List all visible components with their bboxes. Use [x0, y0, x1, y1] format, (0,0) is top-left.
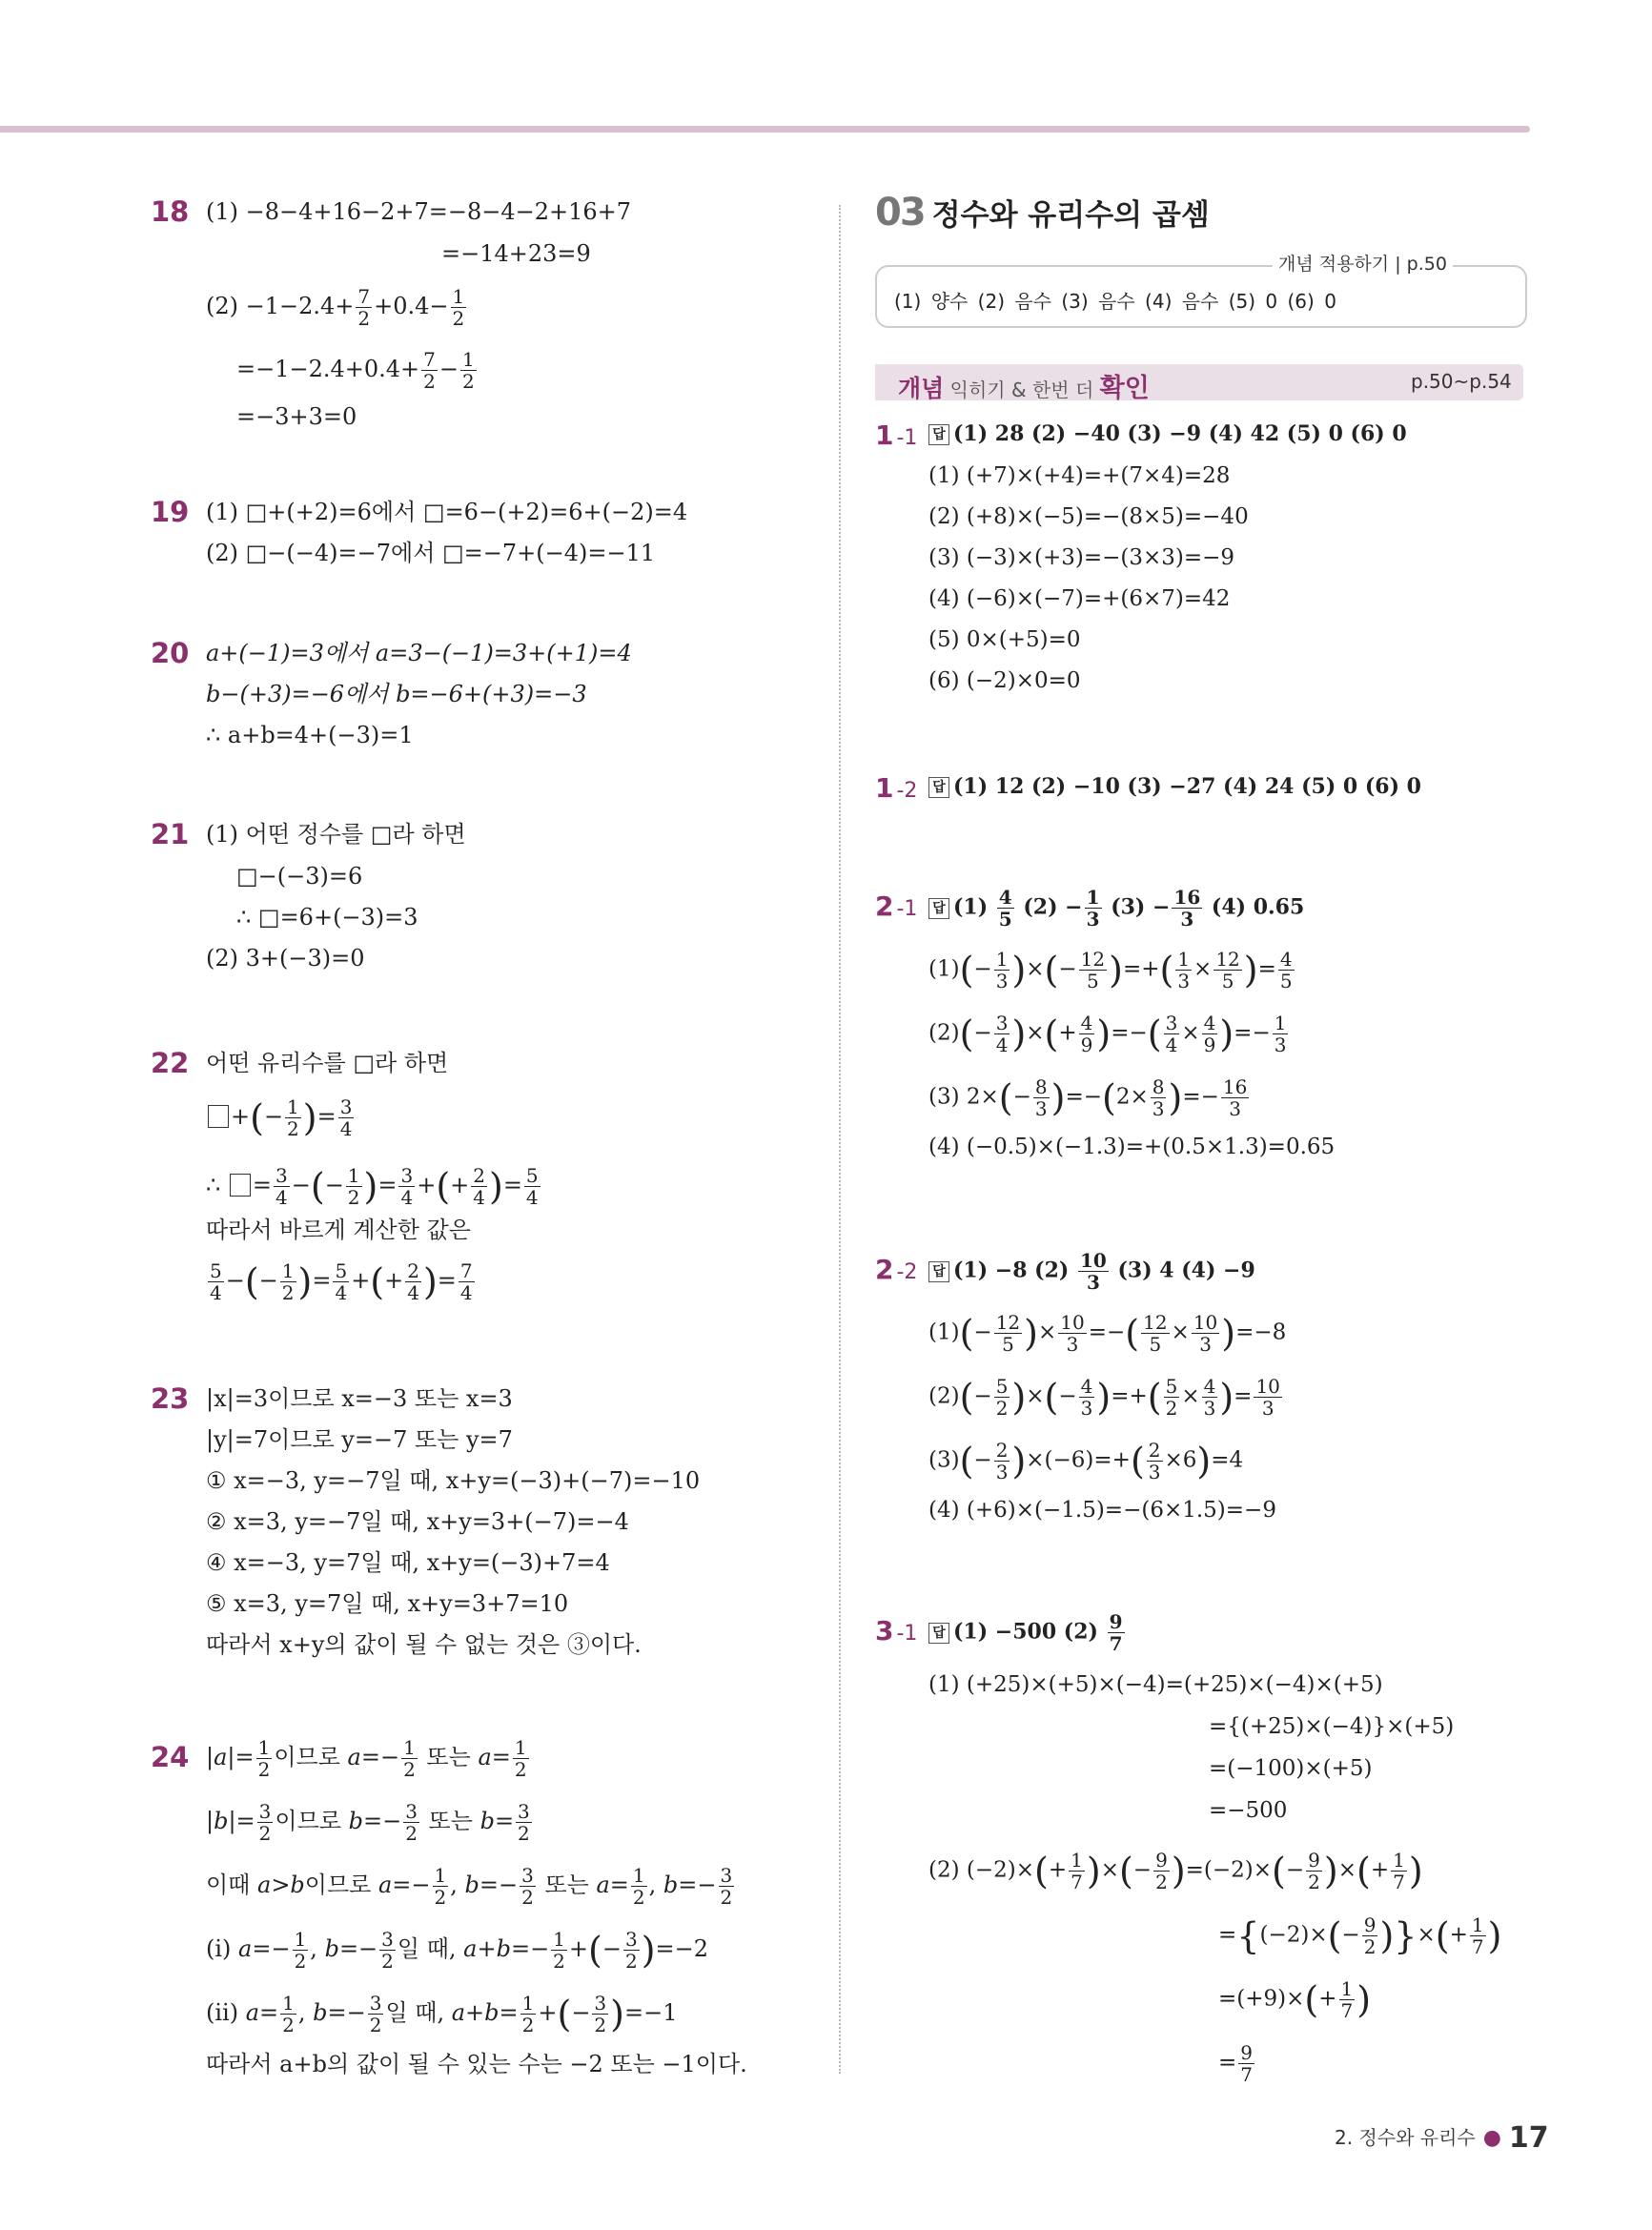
page-footer: [1335, 2121, 1549, 2155]
solution-line: (3) (−3)×(+3)=−(3×3)=−9: [928, 545, 1235, 570]
band-label-c: 확인: [1099, 374, 1150, 403]
solution-line: (1) □+(+2)=6에서 □=6−(+2)=6+(−2)=4: [206, 499, 688, 525]
concept-apply-page: p.50: [1406, 254, 1447, 275]
solution-line: (4) (−0.5)×(−1.3)=+(0.5×1.3)=0.65: [928, 1135, 1336, 1159]
page-number: 17: [1508, 2121, 1549, 2155]
solution-line: ={(+25)×(−4)}×(+5): [1209, 1714, 1455, 1739]
solution-line: 따라서 a+b의 값이 될 수 있는 수는 −2 또는 −1이다.: [206, 2051, 747, 2077]
equation-line: ∴ = $\frac{3}{4}$ −(− $\frac{1}{2}$ )= $\frac{3}{4}$ +(+ $\frac{2}{4}$ )= $\frac{5}{4}$: [206, 1164, 539, 1209]
solution-line: 어떤 유리수를 □라 하면: [206, 1050, 449, 1076]
solution-line: 따라서 x+y의 값이 될 수 없는 것은 ③이다.: [206, 1631, 642, 1658]
concept-apply-label: 개념 적용하기 | p.50: [1273, 250, 1453, 276]
bullet-icon: ●: [1482, 2126, 1501, 2150]
section-heading: 정수와 유리수의 곱셈: [931, 198, 1210, 233]
problem-number: 23: [151, 1382, 190, 1415]
equation-line: $\frac{5}{4}$ −(− $\frac{1}{2}$ )= $\frac{5}{4}$ +(+ $\frac{2}{4}$ )= $\frac{7}{4}$: [210, 1259, 473, 1304]
problem-number-2-2: 2 -2: [875, 1254, 918, 1285]
equation-line: |a|= $\frac{1}{2}$ 이므로 a=− $\frac{1}{2}$ 또는 a= $\frac{1}{2}$: [206, 1736, 527, 1781]
concept-apply-title: 개념 적용하기: [1278, 254, 1390, 275]
band-label: [898, 367, 1150, 404]
band-label-b: 익히기 & 한번 더: [949, 378, 1094, 401]
solution-line: =(−100)×(+5): [1209, 1756, 1373, 1781]
answer-line: 답 (1) 12 (2) −10 (3) −27 (4) 24 (5) 0 (6) 0: [928, 770, 1421, 803]
solution-line: =−14+23=9: [441, 240, 591, 267]
fraction: $\frac{7}{2}$: [423, 348, 436, 393]
solution-line: (2) 3+(−3)=0: [206, 945, 365, 972]
problem-number: 18: [151, 195, 190, 228]
solution-line: □−(−3)=6: [236, 863, 363, 890]
answer-line: 답 (1) 28 (2) −40 (3) −9 (4) 42 (5) 0 (6) 0: [928, 418, 1407, 450]
solution-line: ② x=3, y=−7일 때, x+y=3+(−7)=−4: [206, 1508, 629, 1535]
solution-line: a+(−1)=3에서 a=3−(−1)=3+(+1)=4: [206, 640, 632, 666]
solution-line: (4) (−6)×(−7)=+(6×7)=42: [928, 586, 1231, 611]
text-fragment: (2) −1−2.4+: [206, 293, 355, 319]
fraction: $\frac{7}{2}$: [357, 285, 371, 330]
solution-line: (4) (+6)×(−1.5)=−(6×1.5)=−9: [928, 1498, 1276, 1523]
section-number: 03: [875, 191, 925, 235]
equation-line: (2) (−2)×(+ $\frac{1}{7}$ )×(− $\frac{9}{2}$ )=(−2)×(− $\frac{9}{2}$ )×(+ $\frac{1}{7}$ ): [928, 1849, 1423, 1893]
solution-line: [206, 286, 468, 329]
column-divider: [839, 205, 841, 2074]
text-fragment: −: [438, 356, 459, 382]
solution-line: |x|=3이므로 x=−3 또는 x=3: [206, 1385, 513, 1412]
equation-line: (1)(− $\frac{12}{5}$ )× $\frac{10}{3}$ =−( $\frac{12}{5}$ × $\frac{10}{3}$ )=−8: [928, 1311, 1287, 1356]
band-pages: p.50~p.54: [1411, 370, 1512, 393]
top-decorative-bar: [0, 126, 1530, 133]
equation-line: (ⅰ) a=− $\frac{1}{2}$ , b=− $\frac{3}{2}$ 일 때, a+b=− $\frac{1}{2}$ +(− $\frac{3}{2}$ )=−2: [206, 1928, 709, 1973]
solution-line: 따라서 바르게 계산한 값은: [206, 1217, 471, 1243]
equation-line: (3)(− $\frac{2}{3}$ )×(−6)=+( $\frac{2}{3}$ ×6)=4: [928, 1439, 1244, 1483]
solution-line: |y|=7이므로 y=−7 또는 y=7: [206, 1426, 513, 1453]
problem-number-1-1: 1 -1: [875, 419, 918, 451]
problem-number-3-1: 3 -1: [875, 1615, 918, 1647]
solution-line: ⑤ x=3, y=7일 때, x+y=3+7=10: [206, 1590, 569, 1617]
fraction: $\frac{1}{2}$: [452, 285, 465, 330]
equation-line: (2)(− $\frac{3}{4}$ )×(+ $\frac{4}{9}$ )=−( $\frac{3}{4}$ × $\frac{4}{9}$ )=− $\frac{1}{3}$: [928, 1012, 1287, 1056]
solution-line: (2) □−(−4)=−7에서 □=−7+(−4)=−11: [206, 540, 656, 566]
answer-line: 답 (1) −8 (2) $\frac{10}{3}$ (3) 4 (4) −9: [928, 1250, 1255, 1293]
concept-apply-answers: (1) 양수 (2) 음수 (3) 음수 (4) 음수 (5) 0 (6) 0: [894, 290, 1336, 313]
solution-line: ∴ a+b=4+(−3)=1: [206, 722, 414, 748]
equation-line: ={(−2)×(− $\frac{9}{2}$ )}×(+ $\frac{1}{7}$ ): [1218, 1913, 1502, 1958]
solution-line: (6) (−2)×0=0: [928, 668, 1081, 693]
equation-line: (ⅱ) a= $\frac{1}{2}$ , b=− $\frac{3}{2}$ 일 때, a+b= $\frac{1}{2}$ +(− $\frac{3}{2}$ )=−1: [206, 1992, 678, 2036]
fraction: $\frac{1}{2}$: [462, 348, 475, 393]
equation-line: (1)(− $\frac{1}{3}$ )×(− $\frac{12}{5}$ )=+( $\frac{1}{3}$ × $\frac{12}{5}$ )= $\frac{4}{5}$: [928, 948, 1293, 992]
problem-number-1-2: 1 -2: [875, 772, 918, 804]
equation-line: = $\frac{9}{7}$: [1218, 2041, 1254, 2086]
solution-line: ∴ □=6+(−3)=3: [236, 904, 418, 931]
section-title: [875, 191, 1210, 235]
text-fragment: =−1−2.4+0.4+: [236, 356, 420, 382]
solution-line: =−3+3=0: [236, 403, 357, 430]
problem-number: 22: [151, 1047, 190, 1079]
solution-line: (2) (+8)×(−5)=−(8×5)=−40: [928, 504, 1249, 529]
band-label-a: 개념: [898, 375, 945, 402]
solution-line: =−500: [1209, 1798, 1288, 1823]
problem-number: 21: [151, 818, 190, 850]
solution-line: ④ x=−3, y=7일 때, x+y=(−3)+7=4: [206, 1549, 610, 1576]
chapter-name: 2. 정수와 유리수: [1335, 2126, 1476, 2149]
solution-line: (1) (+7)×(+4)=+(7×4)=28: [928, 463, 1231, 488]
solution-line: (1) 어떤 정수를 □라 하면: [206, 821, 466, 848]
solution-line: (1) (+25)×(+5)×(−4)=(+25)×(−4)×(+5): [928, 1672, 1383, 1697]
problem-number: 19: [151, 496, 190, 528]
solution-line: ① x=−3, y=−7일 때, x+y=(−3)+(−7)=−10: [206, 1467, 701, 1494]
problem-number: 24: [151, 1741, 190, 1773]
answer-line: 답 (1) −500 (2) $\frac{9}{7}$: [928, 1611, 1127, 1654]
equation-line: (2)(− $\frac{5}{2}$ )×(− $\frac{4}{3}$ )=+( $\frac{5}{2}$ × $\frac{4}{3}$ )= $\frac{10}{3}$: [928, 1375, 1280, 1420]
equation-line: |b|= $\frac{3}{2}$ 이므로 b=− $\frac{3}{2}$ 또는 b= $\frac{3}{2}$: [206, 1800, 530, 1845]
solution-line: b−(+3)=−6에서 b=−6+(+3)=−3: [206, 681, 587, 707]
equation-line: 이때 a>b이므로 a=− $\frac{1}{2}$ , b=− $\frac{3}{2}$ 또는 a= $\frac{1}{2}$ , b=− $\frac{3}{2}$: [206, 1864, 733, 1909]
solution-line: (1) −8−4+16−2+7=−8−4−2+16+7: [206, 198, 632, 225]
solution-line: (5) 0×(+5)=0: [928, 627, 1081, 652]
answer-line: 답 (1) $\frac{4}{5}$ (2) − $\frac{1}{3}$ (3) − $\frac{16}{3}$ (4) 0.65: [928, 887, 1304, 930]
text-fragment: +0.4−: [374, 293, 449, 319]
equation-line: =(+9)×(+ $\frac{1}{7}$ ): [1218, 1977, 1372, 2022]
problem-number-2-1: 2 -1: [875, 890, 918, 922]
solution-line: [236, 349, 479, 392]
problem-number: 20: [151, 637, 190, 669]
equation-line: +(− $\frac{1}{2}$ )= $\frac{3}{4}$: [206, 1096, 356, 1139]
equation-line: (3) 2×(− $\frac{8}{3}$ )=−(2× $\frac{8}{3}$ )=− $\frac{16}{3}$: [928, 1075, 1248, 1120]
